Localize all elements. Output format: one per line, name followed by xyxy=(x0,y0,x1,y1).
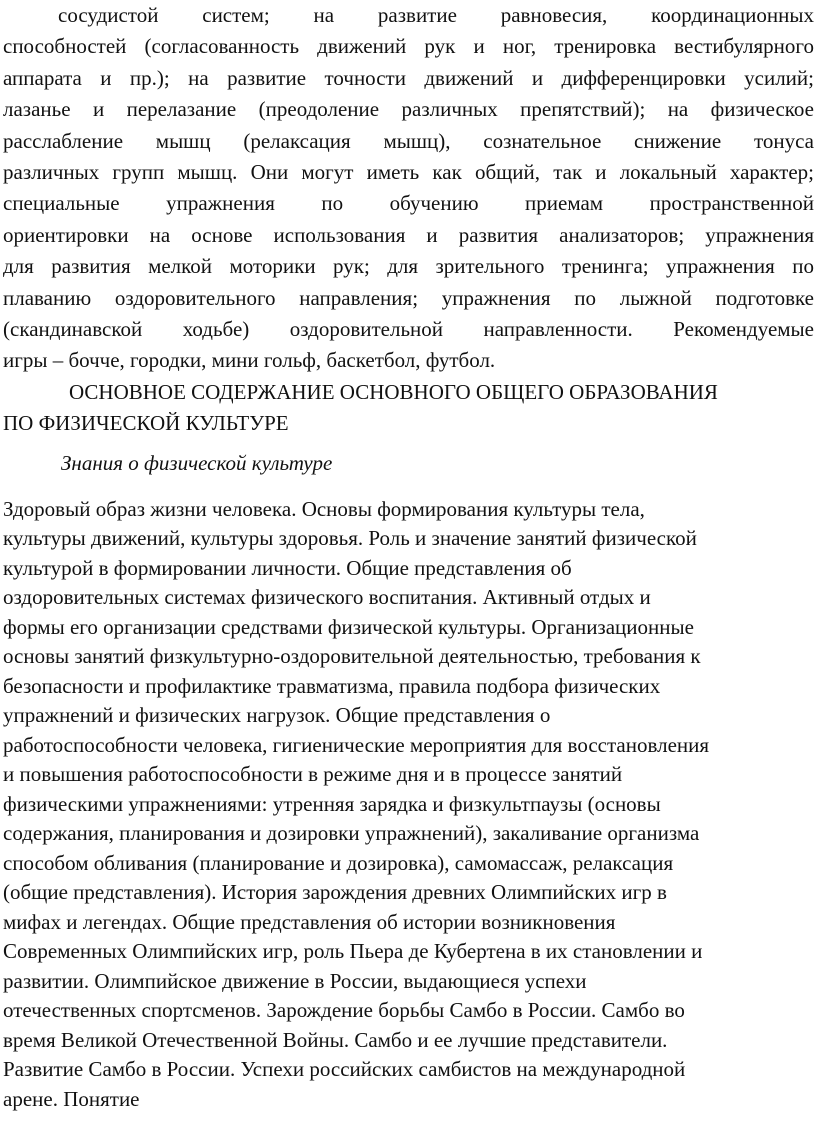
paragraph-line: культурой в формировании личности. Общие представления об xyxy=(3,555,572,580)
paragraph-line: безопасности и профилактике травматизма, правила подбора физических xyxy=(3,673,661,698)
paragraph-line: развитии. Олимпийское движение в России, выдающиеся успехи xyxy=(3,968,587,993)
paragraph-line: культуры движений, культуры здоровья. Роль и значение занятий физической xyxy=(3,526,697,551)
paragraph-line: расслабление мышц (релаксация мышц), сознательное снижение тонуса xyxy=(3,128,814,153)
paragraph-line: оздоровительных системах физического воспитания. Активный отдых и xyxy=(3,585,651,610)
paragraph-line: отечественных спортсменов. Зарождение борьбы Самбо в России. Самбо во xyxy=(3,998,685,1023)
paragraph-exercises xyxy=(3,0,814,377)
paragraph-line: игры – бочче, городки, мини гольф, баскетбол, футбол. xyxy=(3,348,496,373)
heading-line: ОСНОВНОЕ СОДЕРЖАНИЕ ОСНОВНОГО ОБЩЕГО ОБРАЗОВАНИЯ xyxy=(69,379,718,404)
paragraph-line: Современных Олимпийских игр, роль Пьера де Кубертена в их становлении и xyxy=(3,939,703,964)
paragraph-line: арене. Понятие xyxy=(3,1086,140,1111)
section-heading xyxy=(3,377,814,439)
heading-line: ПО ФИЗИЧЕСКОЙ КУЛЬТУРЕ xyxy=(3,410,289,435)
paragraph-line: работоспособности человека, гигиенические мероприятия для восстановления xyxy=(3,732,710,757)
paragraph-line: различных групп мышц. Они могут иметь как общий, так и локальный характер; xyxy=(3,160,814,185)
paragraph-line: способностей (согласованность движений рук и ног, тренировка вестибулярного xyxy=(3,34,814,59)
paragraph-line: Развитие Самбо в России. Успехи российских самбистов на международной xyxy=(3,1057,686,1082)
section-subheading: Знания о физической культуре xyxy=(61,450,333,475)
paragraph-line: упражнений и физических нагрузок. Общие представления о xyxy=(3,703,551,728)
paragraph-knowledge xyxy=(3,495,814,1115)
paragraph-line: основы занятий физкультурно-оздоровительной деятельностью, требования к xyxy=(3,644,701,669)
paragraph-line: способом обливания (планирование и дозировка), самомассаж, релаксация xyxy=(3,850,674,875)
paragraph-line: содержания, планирования и дозировки упражнений), закаливание организма xyxy=(3,821,700,846)
paragraph-line: и повышения работоспособности в режиме дня и в процессе занятий xyxy=(3,762,623,787)
paragraph-line: плаванию оздоровительного направления; упражнения по лыжной подготовке xyxy=(3,285,814,310)
paragraph-line: ориентировки на основе использования и развития анализаторов; упражнения xyxy=(3,222,814,247)
paragraph-line: специальные упражнения по обучению приемам пространственной xyxy=(3,191,814,216)
paragraph-line: (скандинавской ходьбе) оздоровительной направленности. Рекомендуемые xyxy=(3,317,814,342)
paragraph-line: сосудистой систем; на развитие равновесия, координационных xyxy=(58,3,814,27)
paragraph-line: для развития мелкой моторики рук; для зрительного тренинга; упражнения по xyxy=(3,254,814,279)
paragraph-line: аппарата и пр.); на развитие точности движений и дифференцировки усилий; xyxy=(3,65,814,90)
paragraph-line: мифах и легендах. Общие представления об истории возникновения xyxy=(3,909,616,934)
paragraph-line: физическими упражнениями: утренняя зарядка и физкультпаузы (основы xyxy=(3,791,661,816)
paragraph-line: формы его организации средствами физической культуры. Организационные xyxy=(3,614,694,639)
paragraph-line: лазанье и перелазание (преодоление различных препятствий); на физическое xyxy=(3,97,814,122)
paragraph-line: (общие представления). История зарождения древних Олимпийских игр в xyxy=(3,880,667,905)
paragraph-line: Здоровый образ жизни человека. Основы формирования культуры тела, xyxy=(3,496,645,521)
paragraph-line: время Великой Отечественной Войны. Самбо и ее лучшие представители. xyxy=(3,1027,668,1052)
